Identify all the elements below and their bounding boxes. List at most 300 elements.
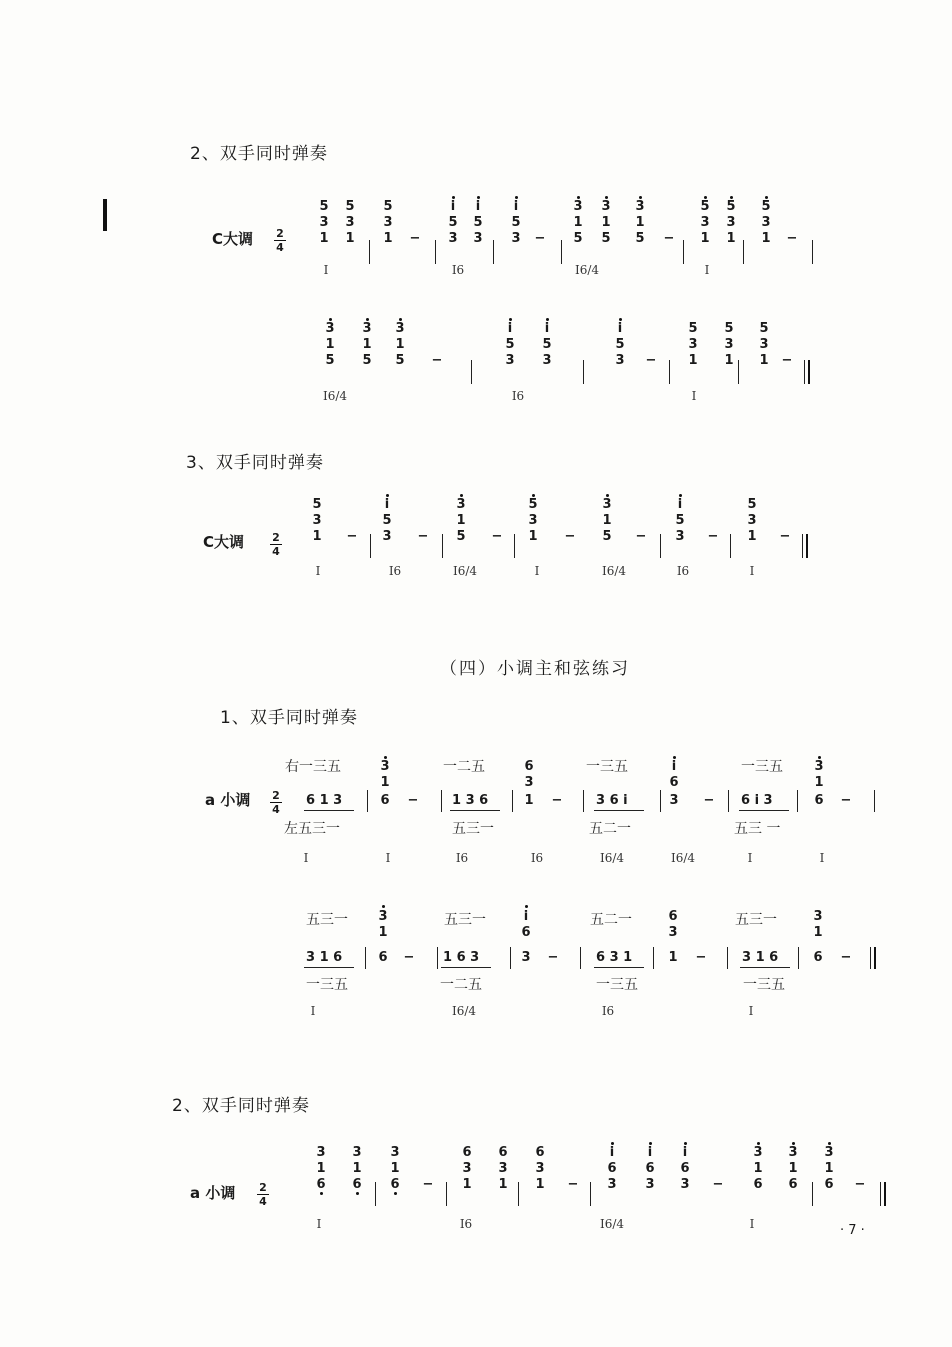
final-barline-thin	[802, 534, 803, 558]
roman-numeral: I6	[511, 389, 525, 403]
note-middle: 5	[542, 337, 552, 352]
note-bottom: 1	[462, 1177, 472, 1192]
sustain-dash: −	[403, 950, 415, 965]
time-signature: 2 4	[274, 228, 286, 253]
note-top: 5	[724, 321, 734, 336]
final-barline-thick	[806, 534, 808, 558]
barline	[441, 790, 442, 812]
sustain-dash: −	[547, 950, 559, 965]
final-barline-thick	[884, 1182, 886, 1206]
fingering-lower: 五三一	[452, 821, 494, 837]
final-barline-thin	[804, 360, 805, 384]
note-top: 3	[635, 199, 645, 214]
barline	[812, 1182, 813, 1206]
note-top: 3	[788, 1145, 798, 1160]
note-top: 5	[759, 321, 769, 336]
roman-numeral: I6	[530, 851, 544, 865]
roman-numeral: I	[316, 1217, 322, 1231]
sustain-dash: −	[417, 529, 429, 544]
note-middle: 1	[325, 337, 335, 352]
octave-dot	[792, 1142, 795, 1145]
chapter-heading: （四）小调主和弦练习	[440, 659, 630, 679]
barline	[743, 240, 744, 264]
arpeggio-notes: 1 3 6	[452, 793, 489, 808]
sustain-dash: −	[491, 529, 503, 544]
arpeggio-notes: 6 3 1	[596, 950, 633, 965]
barline	[442, 534, 443, 558]
barline	[365, 947, 366, 969]
barline	[437, 947, 438, 969]
note-middle: 3	[319, 215, 329, 230]
note-middle: 3	[312, 513, 322, 528]
chord-mid: 1	[380, 775, 390, 790]
barline	[518, 1182, 519, 1206]
final-barline-thick	[808, 360, 810, 384]
roman-numeral: I6/4	[601, 564, 627, 578]
note-bottom: 1	[319, 231, 329, 246]
barline	[590, 1182, 591, 1206]
sustain-dash: −	[346, 529, 358, 544]
page-number: · 7 ·	[840, 1223, 865, 1238]
chord-top: 6	[668, 909, 678, 924]
note-bottom: 5	[395, 353, 405, 368]
beam-underline	[740, 967, 790, 968]
note-middle: 3	[462, 1161, 472, 1176]
beam-underline	[594, 810, 644, 811]
chord-bot: 6	[814, 793, 824, 808]
octave-dot	[399, 318, 402, 321]
fingering-lower: 一三五	[306, 977, 348, 993]
fingering-upper: 一三五	[586, 759, 628, 775]
roman-numeral: I6	[451, 263, 465, 277]
note-bottom: 1	[383, 231, 393, 246]
time-signature: 2 4	[270, 790, 282, 815]
note-middle: 5	[505, 337, 515, 352]
roman-numeral: I	[748, 1004, 754, 1018]
chord-mid: 1	[814, 775, 824, 790]
note-top: i	[384, 497, 390, 512]
note-top: 3	[362, 321, 372, 336]
note-middle: 1	[601, 215, 611, 230]
section-title: 1、双手同时弹奏	[220, 708, 358, 728]
roman-numeral: I	[704, 263, 710, 277]
sustain-dash: −	[707, 529, 719, 544]
barline	[471, 360, 472, 384]
sustain-dash: −	[564, 529, 576, 544]
sustain-dash: −	[431, 353, 443, 368]
note-top: 5	[726, 199, 736, 214]
octave-dot	[382, 905, 385, 908]
barline	[653, 947, 654, 969]
key-label: C大调	[203, 533, 245, 551]
roman-numeral: I	[315, 564, 321, 578]
sustain-dash: −	[635, 529, 647, 544]
note-top: i	[513, 199, 519, 214]
chord-top: i	[523, 909, 529, 924]
note-bottom: 5	[602, 529, 612, 544]
roman-numeral: I6	[455, 851, 469, 865]
note-middle: 1	[395, 337, 405, 352]
fingering-lower: 左五三一	[284, 821, 340, 837]
roman-numeral: I6	[601, 1004, 615, 1018]
note-bottom: 1	[312, 529, 322, 544]
note-bottom: 5	[362, 353, 372, 368]
barline	[510, 947, 511, 969]
note-bottom: 6	[824, 1177, 834, 1192]
note-bottom: 3	[382, 529, 392, 544]
roman-numeral: I6/4	[670, 851, 696, 865]
note-middle: 3	[498, 1161, 508, 1176]
note-middle: 5	[511, 215, 521, 230]
barline	[446, 1182, 447, 1206]
barline	[512, 790, 513, 812]
barline	[738, 360, 739, 384]
arpeggio-notes: 6 i 3	[741, 793, 773, 808]
note-top: 3	[601, 199, 611, 214]
barline	[435, 240, 436, 264]
note-middle: 1	[352, 1161, 362, 1176]
roman-numeral: I6/4	[599, 851, 625, 865]
octave-dot	[386, 494, 389, 497]
section-title: 2、双手同时弹奏	[190, 144, 328, 164]
note-middle: 3	[724, 337, 734, 352]
note-middle: 3	[383, 215, 393, 230]
note-top: 5	[761, 199, 771, 214]
note-bottom: 1	[528, 529, 538, 544]
note-bottom: 5	[635, 231, 645, 246]
note-middle: 5	[473, 215, 483, 230]
barline	[561, 240, 562, 264]
arpeggio-notes: 3 1 6	[742, 950, 779, 965]
note-top: i	[475, 199, 481, 214]
note-bottom: 3	[511, 231, 521, 246]
chord-mid: 3	[524, 775, 534, 790]
chord-bot: 1	[524, 793, 534, 808]
note-bottom: 5	[325, 353, 335, 368]
note-top: 3	[325, 321, 335, 336]
note-middle: 3	[528, 513, 538, 528]
octave-dot	[605, 196, 608, 199]
roman-numeral: I	[323, 263, 329, 277]
note-top: 5	[312, 497, 322, 512]
beam-underline	[739, 810, 789, 811]
octave-dot	[757, 1142, 760, 1145]
final-barline-thick	[874, 947, 876, 969]
note-top: i	[507, 321, 513, 336]
note-top: 3	[824, 1145, 834, 1160]
arpeggio-notes: 3 6 i	[596, 793, 628, 808]
note-top: 3	[352, 1145, 362, 1160]
chord-top: 3	[814, 759, 824, 774]
margin-mark	[103, 199, 107, 231]
note-top: i	[450, 199, 456, 214]
chord-bot: 1	[668, 950, 678, 965]
sustain-dash: −	[786, 231, 798, 246]
note-middle: 1	[788, 1161, 798, 1176]
octave-dot	[818, 756, 821, 759]
note-middle: 6	[607, 1161, 617, 1176]
note-middle: 1	[390, 1161, 400, 1176]
note-middle: 5	[675, 513, 685, 528]
barline	[514, 534, 515, 558]
barline	[660, 534, 661, 558]
barline	[370, 534, 371, 558]
note-bottom: 1	[747, 529, 757, 544]
note-top: 3	[456, 497, 466, 512]
note-top: i	[544, 321, 550, 336]
octave-dot	[509, 318, 512, 321]
roman-numeral: I6	[459, 1217, 473, 1231]
sustain-dash: −	[840, 950, 852, 965]
chord-top: 6	[524, 759, 534, 774]
roman-numeral: I6/4	[574, 263, 600, 277]
octave-dot	[546, 318, 549, 321]
sustain-dash: −	[663, 231, 675, 246]
note-top: 5	[319, 199, 329, 214]
roman-numeral: I6	[676, 564, 690, 578]
octave-dot	[394, 1192, 397, 1195]
octave-dot	[356, 1192, 359, 1195]
note-top: 6	[535, 1145, 545, 1160]
sustain-dash: −	[779, 529, 791, 544]
roman-numeral: I6/4	[322, 389, 348, 403]
roman-numeral: I	[303, 851, 309, 865]
key-label: a 小调	[205, 791, 251, 809]
beam-underline	[304, 810, 354, 811]
octave-dot	[477, 196, 480, 199]
chord-top: 3	[380, 759, 390, 774]
key-label: C大调	[212, 230, 254, 248]
arpeggio-notes: 1 6 3	[443, 950, 480, 965]
chord-mid: 1	[813, 925, 823, 940]
arpeggio-notes: 6 1 3	[306, 793, 343, 808]
sustain-dash: −	[551, 793, 563, 808]
note-top: 5	[528, 497, 538, 512]
note-middle: 5	[448, 215, 458, 230]
octave-dot	[611, 1142, 614, 1145]
octave-dot	[366, 318, 369, 321]
chord-mid: 6	[669, 775, 679, 790]
arpeggio-notes: 3 1 6	[306, 950, 343, 965]
fingering-lower: 五三 一	[734, 821, 781, 837]
sustain-dash: −	[645, 353, 657, 368]
fingering-upper: 五三一	[306, 912, 348, 928]
octave-dot	[515, 196, 518, 199]
note-bottom: 1	[724, 353, 734, 368]
note-middle: 1	[456, 513, 466, 528]
fingering-lower: 一三五	[743, 977, 785, 993]
sustain-dash: −	[695, 950, 707, 965]
chord-top: 3	[378, 909, 388, 924]
octave-dot	[649, 1142, 652, 1145]
note-middle: 1	[753, 1161, 763, 1176]
beam-underline	[594, 967, 644, 968]
note-top: i	[617, 321, 623, 336]
note-bottom: 3	[615, 353, 625, 368]
octave-dot	[532, 494, 535, 497]
note-top: 5	[688, 321, 698, 336]
barline	[728, 790, 729, 812]
chord-bot: 6	[813, 950, 823, 965]
barline	[580, 947, 581, 969]
octave-dot	[639, 196, 642, 199]
barline	[583, 360, 584, 384]
note-bottom: 1	[498, 1177, 508, 1192]
note-middle: 1	[602, 513, 612, 528]
note-bottom: 3	[448, 231, 458, 246]
roman-numeral: I6	[388, 564, 402, 578]
barline	[798, 947, 799, 969]
note-middle: 1	[824, 1161, 834, 1176]
note-middle: 1	[362, 337, 372, 352]
note-bottom: 3	[675, 529, 685, 544]
note-top: 3	[395, 321, 405, 336]
note-bottom: 6	[316, 1177, 326, 1192]
barline	[375, 1182, 376, 1206]
barline	[683, 240, 684, 264]
note-middle: 5	[382, 513, 392, 528]
note-bottom: 1	[345, 231, 355, 246]
note-middle: 3	[761, 215, 771, 230]
fingering-upper: 一二五	[443, 759, 485, 775]
note-middle: 3	[726, 215, 736, 230]
barline	[812, 240, 813, 264]
note-bottom: 3	[542, 353, 552, 368]
beam-underline	[441, 967, 491, 968]
note-top: 5	[345, 199, 355, 214]
octave-dot	[765, 196, 768, 199]
final-barline-thin	[870, 947, 871, 969]
note-bottom: 5	[601, 231, 611, 246]
roman-numeral: I	[534, 564, 540, 578]
sustain-dash: −	[703, 793, 715, 808]
barline	[797, 790, 798, 812]
note-middle: 6	[645, 1161, 655, 1176]
note-bottom: 1	[726, 231, 736, 246]
octave-dot	[320, 1192, 323, 1195]
roman-numeral: I	[749, 1217, 755, 1231]
sustain-dash: −	[840, 793, 852, 808]
section-title: 3、双手同时弹奏	[186, 453, 324, 473]
note-bottom: 1	[535, 1177, 545, 1192]
note-top: 3	[753, 1145, 763, 1160]
note-middle: 3	[345, 215, 355, 230]
octave-dot	[460, 494, 463, 497]
fingering-upper: 五三一	[444, 912, 486, 928]
roman-numeral: I	[819, 851, 825, 865]
octave-dot	[384, 756, 387, 759]
fingering-lower: 一三五	[596, 977, 638, 993]
note-bottom: 6	[390, 1177, 400, 1192]
note-bottom: 3	[645, 1177, 655, 1192]
note-middle: 3	[535, 1161, 545, 1176]
octave-dot	[452, 196, 455, 199]
note-middle: 1	[635, 215, 645, 230]
note-top: 5	[700, 199, 710, 214]
roman-numeral: I	[385, 851, 391, 865]
final-barline-thin	[880, 1182, 881, 1206]
note-middle: 3	[700, 215, 710, 230]
note-bottom: 5	[573, 231, 583, 246]
chord-bot: 3	[669, 793, 679, 808]
chord-mid: 6	[521, 925, 531, 940]
note-top: i	[677, 497, 683, 512]
beam-underline	[450, 810, 500, 811]
note-bottom: 6	[753, 1177, 763, 1192]
chord-mid: 3	[668, 925, 678, 940]
octave-dot	[704, 196, 707, 199]
sustain-dash: −	[781, 353, 793, 368]
fingering-upper: 五三一	[735, 912, 777, 928]
note-bottom: 1	[688, 353, 698, 368]
barline	[660, 790, 661, 812]
octave-dot	[673, 756, 676, 759]
note-middle: 6	[680, 1161, 690, 1176]
octave-dot	[577, 196, 580, 199]
roman-numeral: I6/4	[452, 564, 478, 578]
key-label: a 小调	[190, 1184, 236, 1202]
sustain-dash: −	[712, 1177, 724, 1192]
fingering-upper: 右一三五	[285, 759, 341, 775]
barline	[369, 240, 370, 264]
note-middle: 1	[316, 1161, 326, 1176]
note-bottom: 1	[761, 231, 771, 246]
roman-numeral: I6/4	[599, 1217, 625, 1231]
note-middle: 3	[688, 337, 698, 352]
roman-numeral: I	[749, 564, 755, 578]
sustain-dash: −	[422, 1177, 434, 1192]
chord-bot: 6	[378, 950, 388, 965]
section-title: 2、双手同时弹奏	[172, 1096, 310, 1116]
roman-numeral: I6/4	[451, 1004, 477, 1018]
barline	[874, 790, 875, 812]
barline	[583, 790, 584, 812]
barline	[727, 947, 728, 969]
sustain-dash: −	[534, 231, 546, 246]
note-bottom: 6	[352, 1177, 362, 1192]
octave-dot	[679, 494, 682, 497]
note-bottom: 3	[680, 1177, 690, 1192]
note-middle: 3	[759, 337, 769, 352]
sustain-dash: −	[567, 1177, 579, 1192]
note-bottom: 3	[473, 231, 483, 246]
roman-numeral: I	[310, 1004, 316, 1018]
sustain-dash: −	[407, 793, 419, 808]
note-top: 3	[573, 199, 583, 214]
octave-dot	[684, 1142, 687, 1145]
note-top: i	[647, 1145, 653, 1160]
fingering-upper: 五二一	[590, 912, 632, 928]
barline	[669, 360, 670, 384]
note-top: 6	[462, 1145, 472, 1160]
note-middle: 3	[747, 513, 757, 528]
note-top: 5	[747, 497, 757, 512]
barline	[367, 790, 368, 812]
sustain-dash: −	[409, 231, 421, 246]
octave-dot	[606, 494, 609, 497]
fingering-lower: 五二一	[589, 821, 631, 837]
note-middle: 1	[573, 215, 583, 230]
chord-top: 3	[813, 909, 823, 924]
note-top: i	[682, 1145, 688, 1160]
octave-dot	[525, 905, 528, 908]
roman-numeral: I	[691, 389, 697, 403]
chord-bot: 6	[380, 793, 390, 808]
note-top: 3	[316, 1145, 326, 1160]
barline	[493, 240, 494, 264]
note-bottom: 3	[607, 1177, 617, 1192]
octave-dot	[619, 318, 622, 321]
